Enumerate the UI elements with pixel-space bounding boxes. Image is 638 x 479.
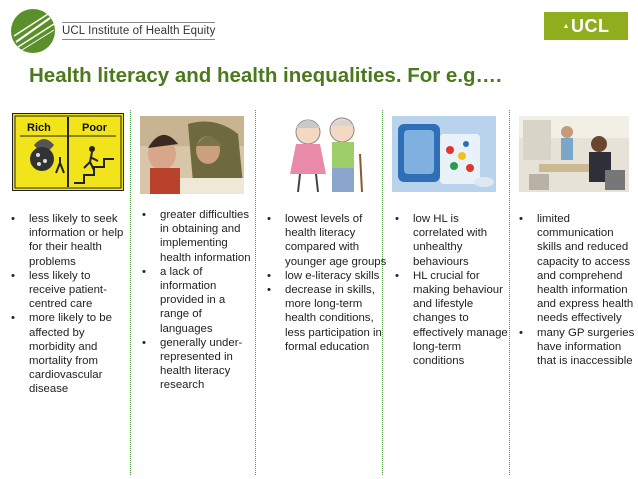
- list-item: • less likely to receive patient-centred care: [7, 269, 127, 312]
- list-item: • decrease in skills, more long-term health conditions, less participation in formal education: [263, 283, 387, 354]
- poor-label: Poor: [82, 122, 108, 134]
- clinic-photo: [519, 116, 629, 192]
- ucl-logo-text: UCL: [570, 15, 610, 36]
- ucl-logo-dome-icon: ▲: [562, 22, 570, 30]
- bullet-list-col2: [138, 208, 256, 393]
- elderly-couple-image: [272, 114, 376, 194]
- list-item: • a lack of information provided in a range of languages: [138, 265, 256, 336]
- slide-title: Health literacy and health inequalities. For e.g….: [29, 64, 502, 87]
- list-item: • HL crucial for making behaviour and lifestyle changes to effectively manage long-term conditions: [391, 269, 509, 368]
- ihe-logo: [10, 8, 215, 54]
- list-item: • many GP surgeries have information that is inaccessible: [515, 326, 638, 369]
- bullet-list-col4: [391, 212, 509, 368]
- ucl-logo: [544, 12, 628, 40]
- bullet-list-col3: [263, 212, 387, 354]
- list-item: • less likely to seek information or help for their health problems: [7, 212, 127, 269]
- ihe-logo-mark-icon: [10, 8, 56, 54]
- bullet-list-col5: [515, 212, 638, 368]
- list-item: • greater difficulties in obtaining and implementing health information: [138, 208, 256, 265]
- list-item: • limited communication skills and reduced capacity to access and comprehend health information and express health needs effectively: [515, 212, 638, 326]
- column-divider: [130, 110, 131, 475]
- photo-mother-child: [140, 116, 244, 194]
- list-item: • low HL is correlated with unhealthy behaviours: [391, 212, 509, 269]
- list-item: • low e-literacy skills: [263, 269, 387, 283]
- rich-label: Rich: [27, 122, 51, 134]
- list-item: • generally under-represented in health literacy research: [138, 336, 256, 393]
- pill-box-image: [392, 116, 496, 192]
- list-item: • more likely to be affected by morbidity and mortality from cardiovascular disease: [7, 311, 127, 396]
- list-item: • lowest levels of health literacy compared with younger age groups: [263, 212, 387, 269]
- org-name: UCL Institute of Health Equity: [62, 22, 215, 40]
- bullet-list-col1: [7, 212, 127, 397]
- column-divider: [509, 110, 510, 475]
